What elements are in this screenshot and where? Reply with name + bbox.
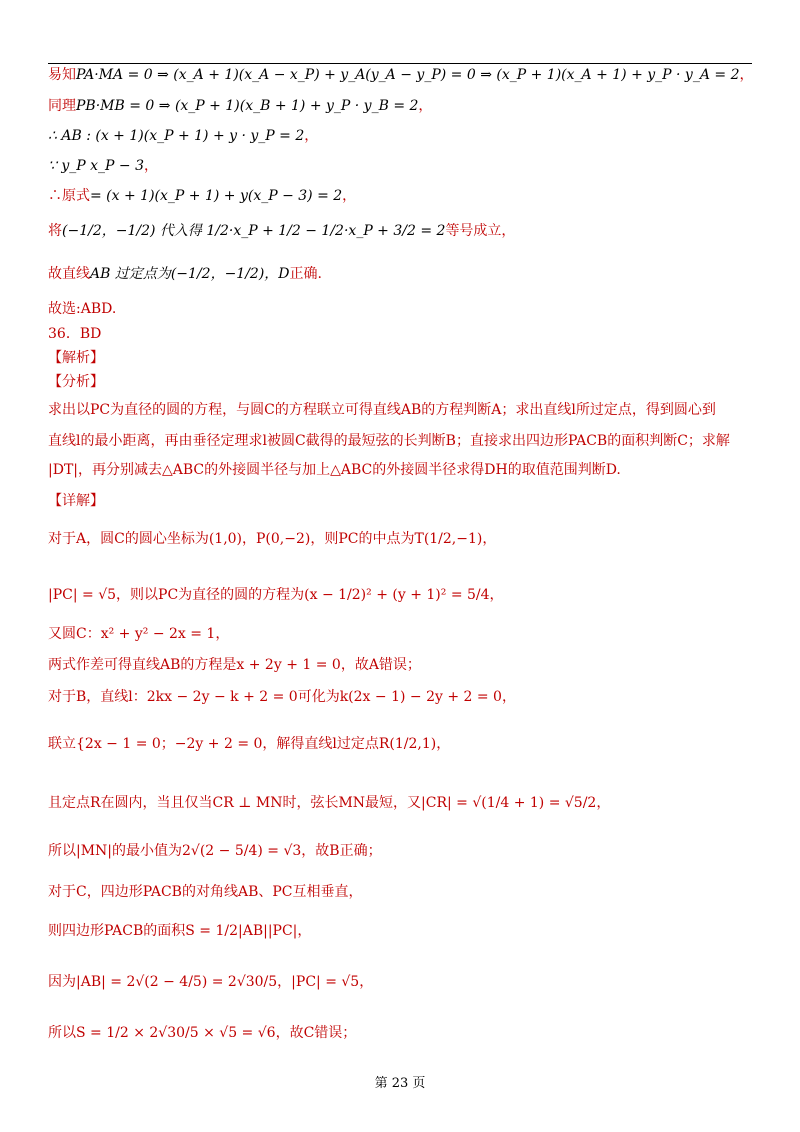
detail-line-9: 对于C，四边形PACB的对角线AB、PC互相垂直， xyxy=(48,884,363,900)
detail-line-5: 对于B，直线l：2kx − 2y − k + 2 = 0可化为k(2x − 1) − 2y + 2 = 0， xyxy=(48,689,516,705)
solution-line-2: 同理PB·MB = 0 ⇒ (x_P + 1)(x_B + 1) + y_P · y_B = 2， xyxy=(48,98,433,114)
solution-line-1: 易知PA·MA = 0 ⇒ (x_A + 1)(x_A − x_P) + y_A(y_A − y_P) = 0 ⇒ (x_P + 1)(x_A + 1) + y_P · y_A = 2， xyxy=(48,67,754,83)
detail-line-7: 且定点R在圆内，当且仅当CR ⊥ MN时，弦长MN最短，又|CR| = √(1/4 + 1) = √5/2， xyxy=(48,795,611,811)
solution-line-8: 故选:ABD. xyxy=(48,301,117,317)
detail-line-10: 则四边形PACB的面积S = 1/2|AB||PC|， xyxy=(48,923,312,939)
analysis-line-3: |DT|，再分别减去△ABC的外接圆半径与加上△ABC的外接圆半径求得DH的取值范围判断D. xyxy=(48,462,621,478)
detail-line-12: 所以S = 1/2 × 2√30/5 × √5 = √6，故C错误； xyxy=(48,1025,357,1041)
detail-line-2: |PC| = √5，则以PC为直径的圆的方程为(x − 1/2)² + (y + 1)² = 5/4， xyxy=(48,587,504,603)
section-fenxi: 【分析】 xyxy=(48,374,104,390)
analysis-line-2: 直线l的最小距离，再由垂径定理求l被圆C截得的最短弦的长判断B；直接求出四边形PACB的面积判断C；求解 xyxy=(48,433,730,449)
solution-line-5: ∴原式= (x + 1)(x_P + 1) + y(x_P − 3) = 2， xyxy=(48,188,357,204)
solution-line-7: 故直线AB 过定点为(−1/2，−1/2)，D正确. xyxy=(48,266,322,282)
solution-line-6: 将(−1/2，−1/2) 代入得 1/2·x_P + 1/2 − 1/2·x_P + 3/2 = 2等号成立， xyxy=(48,223,516,239)
page-footer: 第 23 页 xyxy=(374,1076,426,1091)
section-jiexi: 【解析】 xyxy=(48,350,104,366)
solution-line-3: ∴ AB : (x + 1)(x_P + 1) + y · y_P = 2， xyxy=(48,128,319,144)
solution-line-4: ∵ y_P x_P − 3， xyxy=(48,158,158,174)
detail-line-8: 所以|MN|的最小值为2√(2 − 5/4) = √3，故B正确； xyxy=(48,843,382,859)
analysis-line-1: 求出以PC为直径的圆的方程，与圆C的方程联立可得直线AB的方程判断A；求出直线l所过定点，得到圆心到 xyxy=(48,402,716,418)
detail-line-4: 两式作差可得直线AB的方程是x + 2y + 1 = 0，故A错误； xyxy=(48,657,421,673)
detail-line-11: 因为|AB| = 2√(2 − 4/5) = 2√30/5，|PC| = √5， xyxy=(48,974,374,990)
section-xiangjie: 【详解】 xyxy=(48,493,104,509)
answer-36: 36．BD xyxy=(48,326,102,342)
detail-line-6: 联立{2x − 1 = 0；−2y + 2 = 0，解得直线l过定点R(1/2,1)， xyxy=(48,736,451,752)
detail-line-1: 对于A，圆C的圆心坐标为(1,0)，P(0,−2)，则PC的中点为T(1/2,−1)， xyxy=(48,531,497,547)
detail-line-3: 又圆C：x² + y² − 2x = 1， xyxy=(48,626,230,642)
